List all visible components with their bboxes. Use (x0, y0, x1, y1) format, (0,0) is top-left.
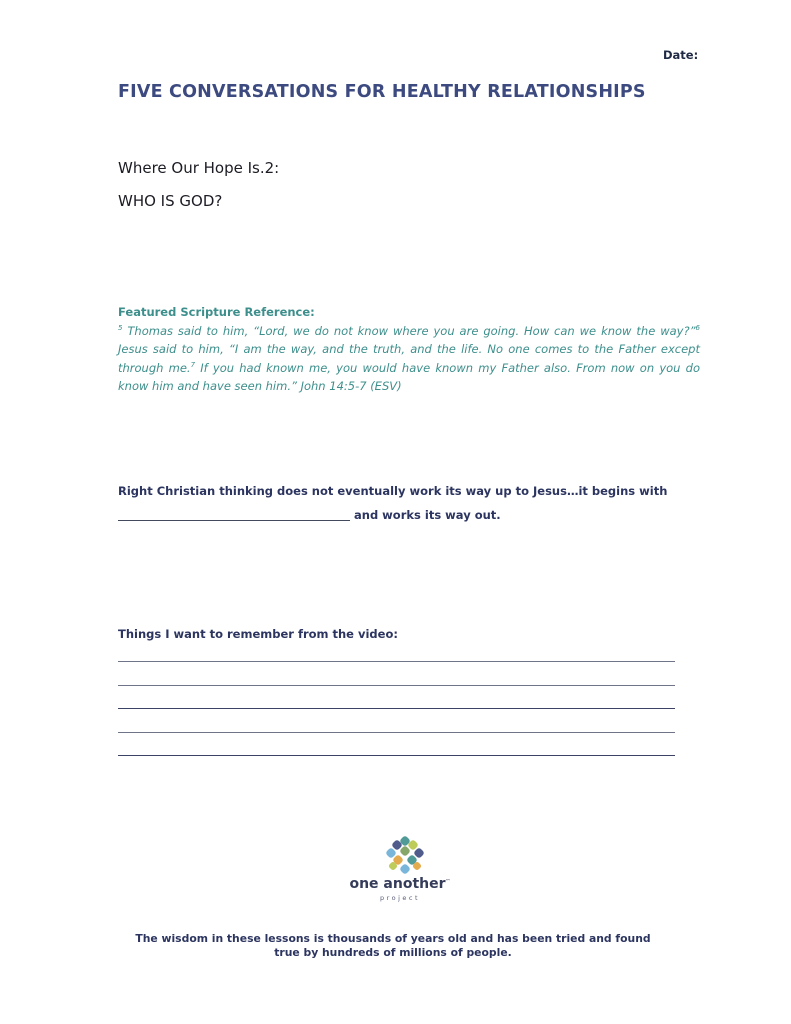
note-line-3[interactable] (118, 708, 675, 709)
note-line-1[interactable] (118, 661, 675, 662)
fill-in-blank[interactable] (118, 520, 350, 521)
verse-5-text: Thomas said to him, “Lord, we do not know where you are going. How can we know the way?” (127, 323, 696, 338)
verse-6-text: Jesus said to him, “I am the way, and the truth, and the life. No one comes to the Father except through me. (118, 342, 700, 375)
page-title: FIVE CONVERSATIONS FOR HEALTHY RELATIONSHIPS (118, 82, 646, 102)
logo-mark-9 (399, 863, 411, 875)
date-label: Date: (663, 48, 699, 62)
logo-wordmark (330, 876, 470, 892)
verse-7-number: 7 (190, 360, 196, 369)
note-line-4[interactable] (118, 732, 675, 733)
verse-5-number: 5 (118, 323, 123, 332)
fill-in-tail: and works its way out. (354, 508, 501, 522)
scripture-text (118, 322, 700, 396)
fill-in-prompt: Right Christian thinking does not eventually work its way up to Jesus…it begins with (118, 484, 668, 498)
verse-7-text: If you had known me, you would have known my Father also. From now on you do know him and have seen him.” John 14:5-7 (ESV) (118, 360, 701, 393)
note-line-2[interactable] (118, 685, 675, 686)
scripture-label: Featured Scripture Reference: (118, 305, 315, 319)
note-line-5[interactable] (118, 755, 675, 756)
notes-label: Things I want to remember from the video: (118, 627, 398, 641)
one-another-logo-icon (383, 836, 427, 876)
lesson-subtitle: Where Our Hope Is.2: (118, 159, 280, 177)
scripture-block (118, 303, 700, 396)
lesson-heading: WHO IS GOD? (118, 192, 223, 210)
logo-trademark: ™ (445, 878, 451, 885)
footer-text: The wisdom in these lessons is thousands of years old and has been tried and found true by hundreds of millions of people. (135, 932, 651, 959)
verse-6-number: 6 (695, 323, 700, 332)
logo-subtext: project (379, 894, 421, 902)
logo-name: one another (349, 876, 446, 892)
